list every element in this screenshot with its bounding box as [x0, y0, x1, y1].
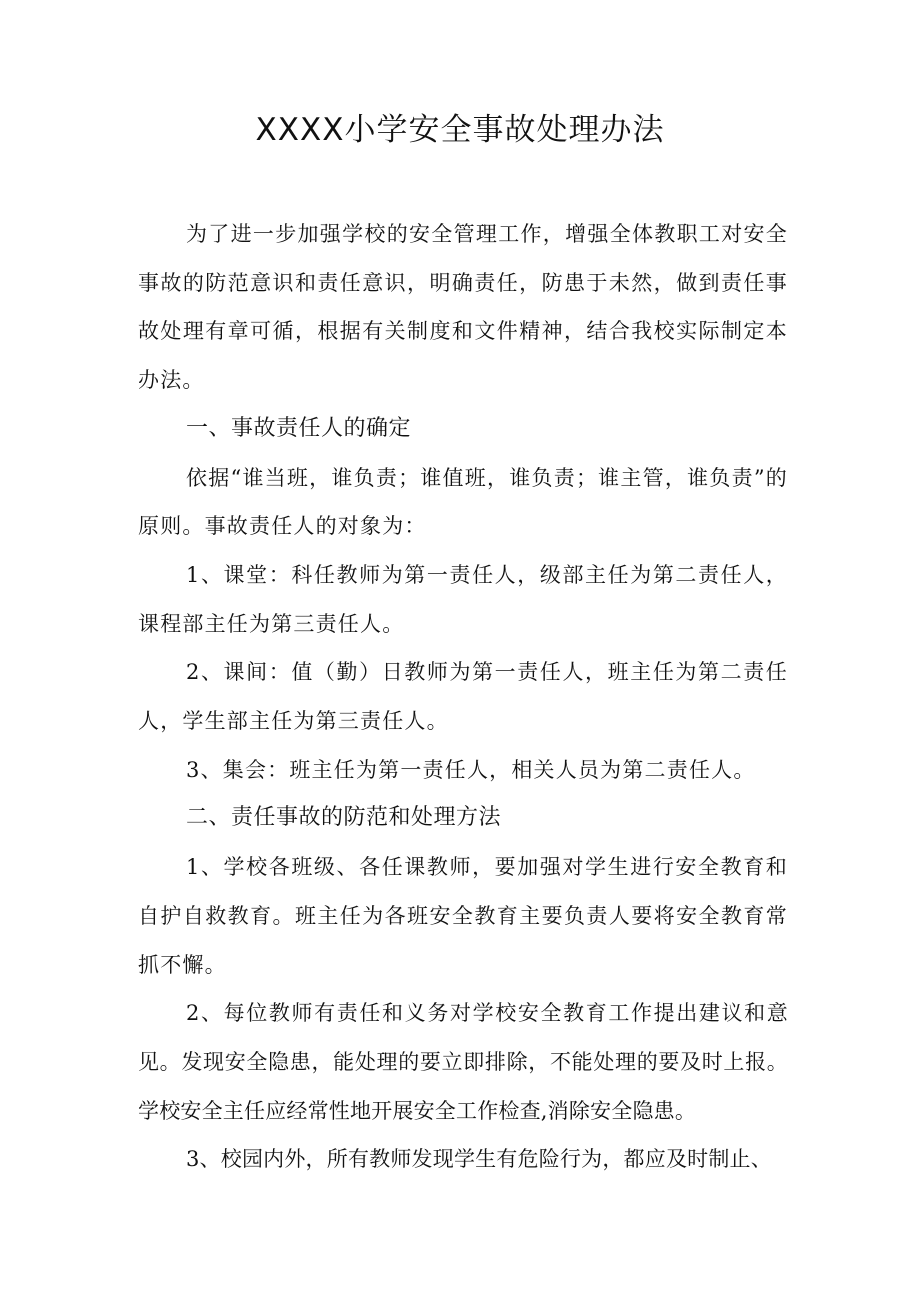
- list-item-teacher-duty: 2、每位教师有责任和义务对学校安全教育工作提出建议和意见。发现安全隐患，能处理的要立即排除，不能处理的要及时上报。学校安全主任应经常性地开展安全工作检查,消除安全隐患。: [138, 1001, 788, 1123]
- list-item-campus-intervention: 3、校园内外，所有教师发现学生有危险行为，都应及时制止、: [186, 1147, 772, 1172]
- section-heading-responsible-person: 一、事故责任人的确定: [186, 415, 412, 441]
- principle-paragraph: 依据“谁当班，谁负责；谁值班，谁负责；谁主管，谁负责”的原则。事故责任人的对象为：: [138, 465, 788, 539]
- list-item-break: 2、课间：值（勤）日教师为第一责任人，班主任为第二责任人，学生部主任为第三责任人。: [138, 660, 788, 734]
- list-item-safety-education: 1、学校各班级、各任课教师，要加强对学生进行安全教育和自护自救教育。班主任为各班安全教育主要负责人要将安全教育常抓不懈。: [138, 855, 788, 977]
- list-item-classroom: 1、课堂：科任教师为第一责任人，级部主任为第二责任人，课程部主任为第三责任人。: [138, 562, 788, 636]
- section-heading-prevention: 二、责任事故的防范和处理方法: [186, 805, 502, 831]
- intro-paragraph: 为了进一步加强学校的安全管理工作，增强全体教职工对安全事故的防范意识和责任意识，明确责任，防患于未然，做到责任事故处理有章可循，根据有关制度和文件精神，结合我校实际制定本办法。: [138, 222, 788, 393]
- document-title: XXXX小学安全事故处理办法: [255, 112, 665, 148]
- document-body: [138, 210, 788, 1184]
- list-item-assembly: 3、集会：班主任为第一责任人，相关人员为第二责任人。: [186, 757, 756, 782]
